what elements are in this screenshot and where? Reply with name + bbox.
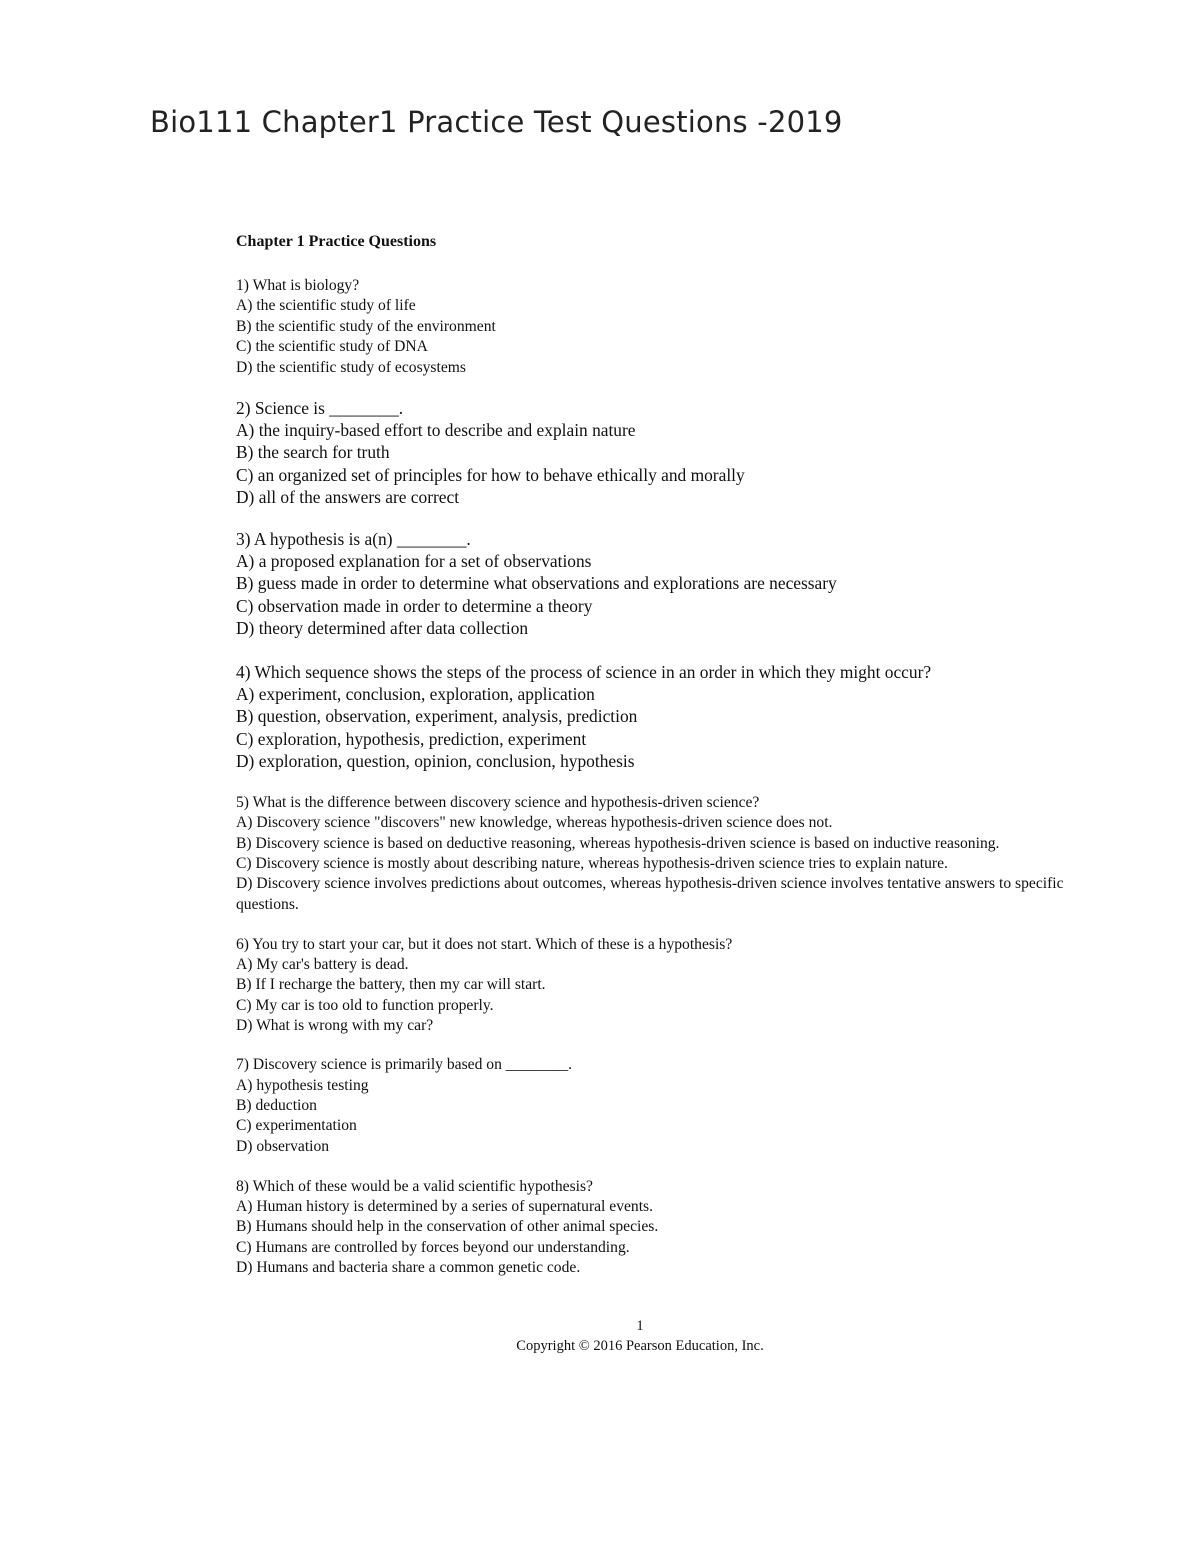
answer-option: B) the scientific study of the environment bbox=[236, 317, 496, 335]
question-3 bbox=[236, 528, 1066, 639]
answer-option: A) a proposed explanation for a set of observations bbox=[236, 551, 592, 572]
answer-option: A) the inquiry-based effort to describe and explain nature bbox=[236, 420, 636, 441]
answer-option: A) My car's battery is dead. bbox=[236, 956, 409, 974]
document-title: Bio111 Chapter1 Practice Test Questions -2019 bbox=[150, 105, 843, 139]
answer-option: D) theory determined after data collection bbox=[236, 617, 529, 638]
question-4 bbox=[236, 661, 1066, 772]
answer-option: C) Humans are controlled by forces beyond our understanding. bbox=[236, 1238, 630, 1256]
answer-option: B) deduction bbox=[236, 1096, 317, 1114]
answer-option: D) Discovery science involves predictions about outcomes, whereas hypothesis-driven science involves tentative answers to specific questions. bbox=[236, 875, 1064, 913]
question-1 bbox=[236, 276, 1066, 378]
question-prompt: 5) What is the difference between discovery science and hypothesis-driven science? bbox=[236, 794, 760, 812]
answer-option: A) hypothesis testing bbox=[236, 1076, 369, 1094]
answer-option: B) Humans should help in the conservation of other animal species. bbox=[236, 1218, 659, 1236]
answer-option: D) the scientific study of ecosystems bbox=[236, 358, 466, 376]
answer-option: B) question, observation, experiment, analysis, prediction bbox=[236, 706, 638, 727]
answer-option: D) all of the answers are correct bbox=[236, 486, 460, 507]
question-6 bbox=[236, 935, 1066, 1036]
answer-option: D) What is wrong with my car? bbox=[236, 1017, 434, 1035]
question-7 bbox=[236, 1055, 1066, 1156]
answer-option: A) Discovery science "discovers" new knowledge, whereas hypothesis-driven science does not. bbox=[236, 814, 833, 832]
answer-option: D) exploration, question, opinion, conclusion, hypothesis bbox=[236, 750, 635, 771]
answer-option: C) experimentation bbox=[236, 1117, 357, 1135]
section-heading: Chapter 1 Practice Questions bbox=[236, 233, 437, 250]
question-prompt: 7) Discovery science is primarily based on ________. bbox=[236, 1056, 573, 1074]
answer-option: C) My car is too old to function properly. bbox=[236, 996, 494, 1014]
question-prompt: 4) Which sequence shows the steps of the process of science in an order in which they might occur? bbox=[236, 662, 932, 683]
question-prompt: 8) Which of these would be a valid scientific hypothesis? bbox=[236, 1177, 593, 1195]
question-prompt: 1) What is biology? bbox=[236, 277, 360, 294]
answer-option: C) observation made in order to determine a theory bbox=[236, 595, 593, 616]
question-8 bbox=[236, 1177, 1066, 1278]
answer-option: A) Human history is determined by a series of supernatural events. bbox=[236, 1198, 654, 1216]
page-content bbox=[236, 230, 1066, 1297]
answer-option: C) exploration, hypothesis, prediction, experiment bbox=[236, 728, 587, 749]
answer-option: D) Humans and bacteria share a common genetic code. bbox=[236, 1259, 581, 1277]
copyright-notice: Copyright © 2016 Pearson Education, Inc. bbox=[516, 1338, 764, 1354]
answer-option: A) experiment, conclusion, exploration, application bbox=[236, 684, 595, 705]
answer-option: C) Discovery science is mostly about describing nature, whereas hypothesis-driven science tries to explain nature. bbox=[236, 854, 948, 872]
answer-option: B) Discovery science is based on deductive reasoning, whereas hypothesis-driven science is based on inductive reasoning. bbox=[236, 834, 1000, 852]
answer-option: B) If I recharge the battery, then my car will start. bbox=[236, 976, 546, 994]
question-5 bbox=[236, 793, 1066, 915]
question-prompt: 3) A hypothesis is a(n) ________. bbox=[236, 529, 471, 550]
answer-option: C) an organized set of principles for how to behave ethically and morally bbox=[236, 464, 745, 485]
page-number: 1 bbox=[636, 1318, 644, 1334]
answer-option: A) the scientific study of life bbox=[236, 297, 416, 315]
question-2 bbox=[236, 397, 1066, 508]
answer-option: C) the scientific study of DNA bbox=[236, 338, 428, 356]
answer-option: B) guess made in order to determine what observations and explorations are necessary bbox=[236, 573, 837, 594]
question-prompt: 6) You try to start your car, but it does not start. Which of these is a hypothesis? bbox=[236, 935, 733, 953]
answer-option: B) the search for truth bbox=[236, 442, 390, 463]
question-prompt: 2) Science is ________. bbox=[236, 398, 404, 419]
answer-option: D) observation bbox=[236, 1137, 330, 1155]
